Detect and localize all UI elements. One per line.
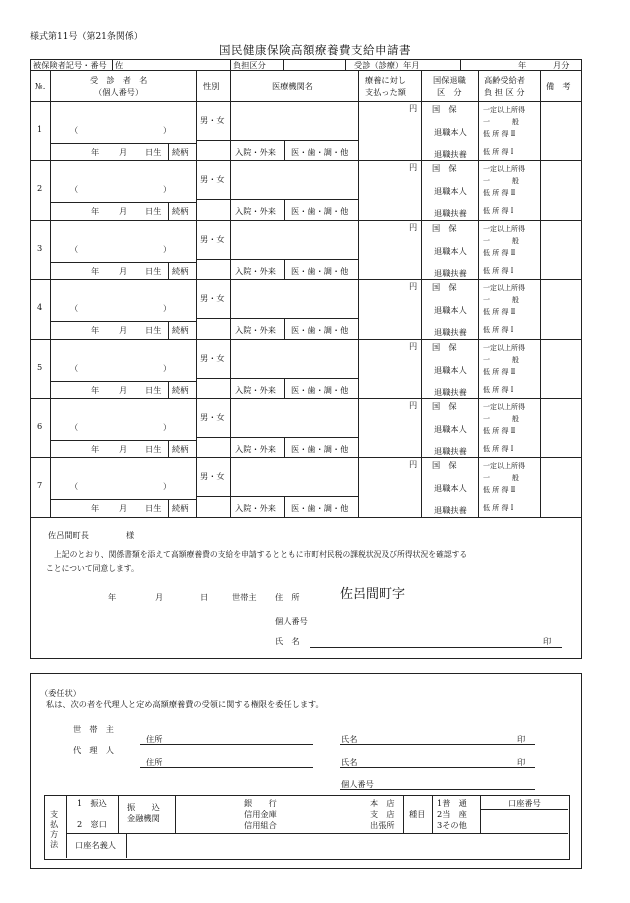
agent-personal-no-label: 個人番号 [341,779,374,789]
facility-dept-divider [284,496,285,516]
consent-text-2: ことについて同意します。 [46,564,139,573]
row-number: 1 [37,124,43,134]
date-day: 日 [200,592,209,602]
paren-close: ） [163,303,172,314]
elderly-1[interactable]: 一定以上所得 [483,462,525,471]
gender-facility-divider [196,378,358,379]
relation-divider [168,499,169,516]
birth-month: 月 [119,384,128,395]
date-year: 年 [108,592,117,602]
paren-open: （ [70,481,79,492]
header-remarks: 備 考 [546,81,571,91]
birth-month: 月 [119,147,128,157]
paren-open: （ [70,362,79,373]
dept-choice[interactable]: 医・歯・調・他 [291,444,349,454]
method-char-3: 方 [50,829,59,839]
facility-dept-divider [284,140,285,160]
row-number: 6 [37,421,43,431]
retire-honnin[interactable]: 退職本人 [434,364,467,375]
yen-label: 円 [409,459,418,470]
addressee: 佐呂間町長 [48,530,89,540]
yen-label: 円 [409,221,418,232]
agent-name-label: 氏名 [341,757,358,767]
burden-class-label: 負担区分 [233,60,266,70]
visit-year-label: 年 [518,60,527,70]
elderly-3[interactable]: 低 所 得 Ⅱ [483,248,516,257]
birth-day: 日生 [145,384,162,395]
retire-fuyo[interactable]: 退職扶養 [434,208,467,219]
gender-facility-divider [196,496,358,497]
header-elderly-1: 高齢受給者 [484,75,525,85]
account-type-label: 種目 [409,809,426,819]
elderly-2a[interactable]: 一 [483,236,490,245]
agent-seal: 印 [517,757,526,767]
retire-fuyo[interactable]: 退職扶養 [434,149,467,159]
branch-type-3: 出張所 [370,820,395,830]
yen-label: 円 [409,281,418,292]
elderly-1[interactable]: 一定以上所得 [483,343,525,352]
birth-day: 日生 [145,206,162,217]
elderly-2a[interactable]: 一 [483,296,490,305]
facility-dept-divider [284,437,285,457]
elderly-2b[interactable]: 般 [512,355,519,364]
name-birth-divider [50,143,196,144]
account-type-1[interactable]: 1普 通 [437,798,467,808]
gender-facility-divider [196,437,358,438]
elderly-4[interactable]: 低 所 得 Ⅰ [483,385,514,394]
retire-honnin[interactable]: 退職本人 [434,424,467,434]
account-holder-label: 口座名義人 [75,840,116,850]
gender-choice[interactable]: 男・女 [200,471,225,482]
addressee-sama: 様 [126,530,135,540]
elderly-2a[interactable]: 一 [483,474,490,483]
method-char-1: 支 [50,809,59,819]
birth-month: 月 [119,265,128,276]
visit-month-label: 受診（診療）年月 [354,60,420,70]
dept-choice[interactable]: 医・歯・調・他 [291,384,349,395]
birth-day: 日生 [145,147,162,157]
seal-mark: 印 [543,636,552,646]
row-divider [30,279,581,280]
dept-choice[interactable]: 医・歯・調・他 [291,325,349,336]
header-paid-1: 療養に対し [365,75,406,85]
facility-dept-divider [284,199,285,219]
retire-kokuho[interactable]: 国 保 [432,341,457,352]
elderly-3[interactable]: 低 所 得 Ⅱ [483,486,516,495]
facility-dept-divider [284,378,285,398]
in-out-choice[interactable]: 入院・外来 [235,147,276,157]
elderly-2a[interactable]: 一 [483,355,490,364]
paren-close: ） [163,422,172,432]
delegation-text: 私は、次の者を代理人と定め高額療養費の受領に関する権限を委任します。 [46,699,324,709]
paren-open: （ [70,184,79,195]
retire-kokuho[interactable]: 国 保 [432,104,457,114]
retire-fuyo[interactable]: 退職扶養 [434,386,467,397]
page-title: 国民健康保険高額療養費支給申請書 [219,43,411,57]
relation-divider [168,202,169,219]
retire-honnin[interactable]: 退職本人 [434,186,467,197]
gender-choice[interactable]: 男・女 [200,233,225,244]
gender-facility-divider [196,199,358,200]
address-label: 住 所 [275,592,300,602]
agent-address-label: 住所 [146,757,163,767]
elderly-2a[interactable]: 一 [483,118,490,126]
householder-address-field[interactable] [140,744,313,745]
relation-label: 続柄 [172,444,189,454]
birth-day: 日生 [145,325,162,336]
birth-year: 年 [91,147,100,157]
in-out-choice[interactable]: 入院・外来 [235,325,276,336]
elderly-1[interactable]: 一定以上所得 [483,165,525,174]
relation-label: 続柄 [172,503,189,514]
elderly-2b[interactable]: 般 [512,296,519,305]
header-facility: 医療機関名 [272,81,313,91]
elderly-4[interactable]: 低 所 得 Ⅰ [483,148,514,156]
name-birth-divider [50,262,196,263]
birth-year: 年 [91,265,100,276]
branch-type-2: 支 店 [370,809,395,819]
elderly-2b[interactable]: 般 [512,118,519,126]
yen-label: 円 [409,400,418,410]
row-divider [30,457,581,458]
visit-month-portion-label: 月分 [553,60,570,70]
gender-facility-divider [196,140,358,141]
birth-month: 月 [119,503,128,514]
row-number: 5 [37,361,43,372]
gender-choice[interactable]: 男・女 [200,352,225,363]
bank-type-2: 信用金庫 [244,809,277,819]
bank-type-1: 銀 行 [244,798,277,808]
account-holder-field[interactable] [127,834,567,857]
householder-name-field[interactable] [340,744,535,745]
retire-fuyo[interactable]: 退職扶養 [434,267,467,278]
retire-honnin[interactable]: 退職本人 [434,483,467,494]
form-number: 様式第11号（第21条関係） [30,32,143,42]
retire-honnin[interactable]: 退職本人 [434,245,467,256]
gender-facility-divider [196,259,358,260]
elderly-3[interactable]: 低 所 得 Ⅱ [483,427,516,435]
elderly-2b[interactable]: 般 [512,415,519,423]
in-out-choice[interactable]: 入院・外来 [235,444,276,454]
agent-personal-no-field[interactable] [340,789,535,790]
dept-choice[interactable]: 医・歯・調・他 [291,147,349,157]
dept-choice[interactable]: 医・歯・調・他 [291,265,349,276]
row-divider [30,220,581,221]
account-type-2[interactable]: 2当 座 [437,809,467,819]
transfer-institution-1: 振 込 [127,802,160,812]
relation-label: 続柄 [172,384,189,395]
delegation-householder: 世 帯 主 [73,724,114,734]
name-birth-divider [50,440,196,441]
insured-symbol-label: 被保険者記号・番号 [33,60,107,70]
elderly-4[interactable]: 低 所 得 Ⅰ [483,445,514,453]
birth-year: 年 [91,206,100,217]
elderly-1[interactable]: 一定以上所得 [483,224,525,233]
address-value[interactable]: 佐呂間町字 [340,587,406,602]
elderly-3[interactable]: 低 所 得 Ⅱ [483,367,516,376]
header-no: №. [35,81,46,91]
paren-open: （ [70,303,79,314]
agent-address-field[interactable] [140,767,313,768]
row-divider [30,339,581,340]
relation-label: 続柄 [172,206,189,217]
name-birth-divider [50,202,196,203]
paren-close: ） [163,125,172,135]
yen-label: 円 [409,340,418,351]
householder-label: 世帯主 [232,592,257,602]
elderly-3[interactable]: 低 所 得 Ⅱ [483,130,516,138]
relation-divider [168,381,169,398]
paren-close: ） [163,362,172,373]
sa-label: 佐 [115,60,124,70]
header-retire-1: 国保退職 [433,75,466,85]
elderly-4[interactable]: 低 所 得 Ⅰ [483,504,514,513]
agent-name-field[interactable] [340,767,535,768]
option-transfer[interactable]: 1 振込 [77,798,107,808]
row-divider [30,160,581,161]
birth-month: 月 [119,444,128,454]
header-elderly-2: 負 担 区 分 [484,87,525,97]
personal-no-label: 個人番号 [275,616,308,626]
row-number: 3 [37,242,43,253]
name-label: 氏 名 [275,636,300,646]
elderly-1[interactable]: 一定以上所得 [483,403,525,411]
retire-fuyo[interactable]: 退職扶養 [434,505,467,516]
elderly-3[interactable]: 低 所 得 Ⅱ [483,308,516,317]
method-char-4: 法 [50,839,59,849]
elderly-3[interactable]: 低 所 得 Ⅱ [483,189,516,198]
paren-open: （ [70,422,79,432]
dept-choice[interactable]: 医・歯・調・他 [291,503,349,514]
row-divider [30,398,581,399]
in-out-choice[interactable]: 入院・外来 [235,265,276,276]
retire-fuyo[interactable]: 退職扶養 [434,327,467,338]
retire-honnin[interactable]: 退職本人 [434,127,467,137]
burden-class-field[interactable] [284,60,344,70]
row-number: 7 [37,480,43,491]
name-birth-divider [50,321,196,322]
paren-close: ） [163,481,172,492]
retire-kokuho[interactable]: 国 保 [432,282,457,293]
elderly-2a[interactable]: 一 [483,177,490,186]
header-paid-2: 支払った額 [365,87,406,97]
birth-year: 年 [91,325,100,336]
option-window[interactable]: 2 窓口 [77,819,107,829]
bank-type-3: 信用組合 [244,820,277,830]
retire-kokuho[interactable]: 国 保 [432,222,457,233]
method-char-2: 払 [50,819,59,829]
delegation-heading: （委任状） [40,688,81,698]
date-month: 月 [155,592,164,602]
row-number: 4 [37,302,43,313]
header-retire-2: 区 分 [437,87,462,97]
yen-label: 円 [409,162,418,173]
relation-label: 続柄 [172,147,189,157]
name-field[interactable] [310,647,562,648]
retire-kokuho[interactable]: 国 保 [432,401,457,411]
elderly-4[interactable]: 低 所 得 Ⅰ [483,207,514,216]
relation-divider [168,262,169,279]
retire-honnin[interactable]: 退職本人 [434,305,467,316]
dept-choice[interactable]: 医・歯・調・他 [291,206,349,217]
consent-text-1: 上記のとおり、関係書類を添えて高額療養費の支給を申請するとともに市町村民税の課税状況及び所得状況を確認する [54,550,468,559]
name-birth-divider [50,381,196,382]
birth-month: 月 [119,325,128,336]
birth-year: 年 [91,384,100,395]
in-out-choice[interactable]: 入院・外来 [235,384,276,395]
birth-year: 年 [91,444,100,454]
transfer-institution-2: 金融機関 [127,813,160,823]
relation-label: 続柄 [172,325,189,336]
householder-seal: 印 [517,734,526,744]
birth-day: 日生 [145,265,162,276]
account-number-field[interactable] [481,810,567,832]
in-out-choice[interactable]: 入院・外来 [235,503,276,514]
retire-fuyo[interactable]: 退職扶養 [434,446,467,456]
header-patient-name: 受 診 者 名 [90,75,148,85]
relation-divider [168,440,169,457]
facility-dept-divider [284,259,285,279]
elderly-4[interactable]: 低 所 得 Ⅰ [483,266,514,275]
header-gender: 性別 [203,81,220,91]
delegation-agent: 代 理 人 [73,745,114,755]
header-personal-no: （個人番号） [94,87,144,97]
name-birth-divider [50,499,196,500]
retire-kokuho[interactable]: 国 保 [432,163,457,174]
branch-type-1: 本 店 [370,798,395,808]
gender-facility-divider [196,318,358,319]
row-number: 2 [37,183,43,194]
elderly-1[interactable]: 一定以上所得 [483,106,525,114]
relation-divider [168,143,169,160]
elderly-2b[interactable]: 般 [512,236,519,245]
paren-open: （ [70,125,79,135]
retire-kokuho[interactable]: 国 保 [432,460,457,471]
birth-day: 日生 [145,503,162,514]
relation-divider [168,321,169,338]
birth-year: 年 [91,503,100,514]
elderly-2b[interactable]: 般 [512,474,519,483]
paren-close: ） [163,184,172,195]
paren-open: （ [70,243,79,254]
gender-choice[interactable]: 男・女 [200,412,225,422]
elderly-2b[interactable]: 般 [512,177,519,186]
gender-choice[interactable]: 男・女 [200,293,225,304]
elderly-2a[interactable]: 一 [483,415,490,423]
elderly-4[interactable]: 低 所 得 Ⅰ [483,326,514,335]
relation-label: 続柄 [172,265,189,276]
in-out-choice[interactable]: 入院・外来 [235,206,276,217]
elderly-1[interactable]: 一定以上所得 [483,284,525,293]
account-number-label: 口座番号 [508,798,541,808]
gender-choice[interactable]: 男・女 [200,115,225,125]
gender-choice[interactable]: 男・女 [200,174,225,185]
householder-address-label: 住所 [146,734,163,744]
facility-dept-divider [284,318,285,338]
paren-close: ） [163,243,172,254]
householder-name-label: 氏名 [341,734,358,744]
birth-month: 月 [119,206,128,217]
yen-label: 円 [409,103,418,113]
account-type-3[interactable]: 3その他 [437,820,467,830]
birth-day: 日生 [145,444,162,454]
